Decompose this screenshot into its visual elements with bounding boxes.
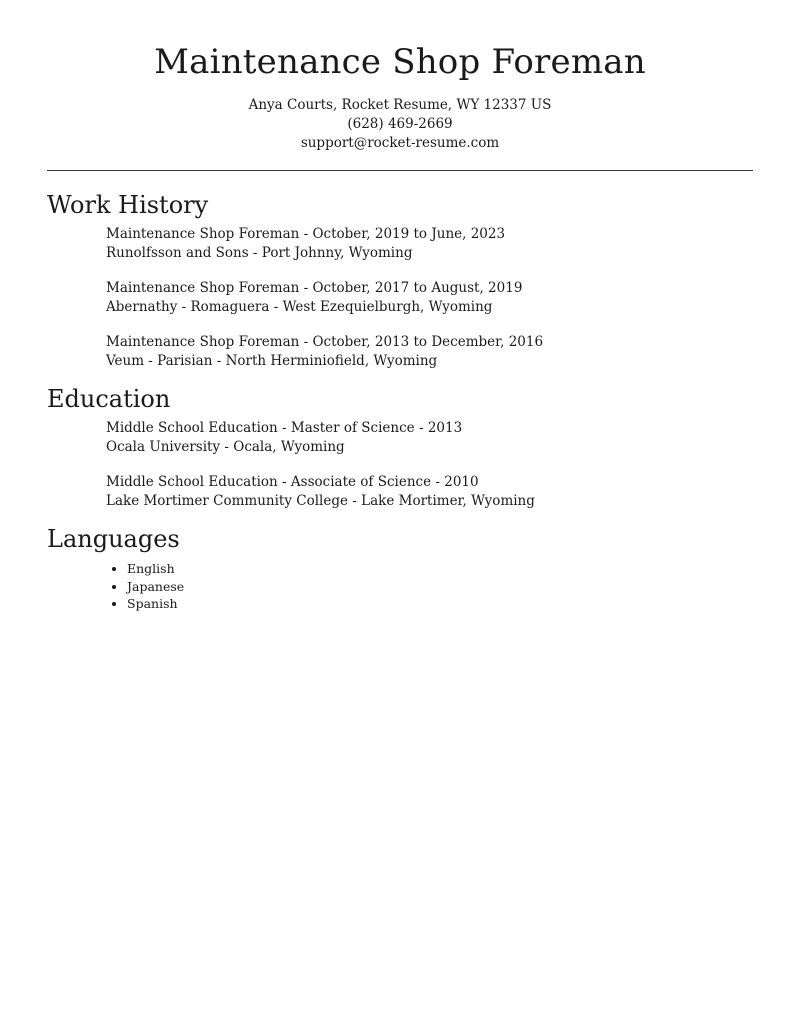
- company-location: West Ezequielburgh, Wyoming: [282, 299, 493, 315]
- company-name: Abernathy - Romaguera: [106, 299, 270, 315]
- work-entry-company-line: Runolfsson and Sons - Port Johnny, Wyoming: [106, 245, 413, 261]
- work-history-section: [47, 190, 753, 371]
- job-dates: October, 2017 to August, 2019: [312, 280, 523, 296]
- job-dates: October, 2019 to June, 2023: [312, 226, 506, 242]
- education-section: [47, 384, 753, 511]
- school-level: Middle School Education: [106, 420, 278, 436]
- contact-info: [47, 96, 753, 153]
- language-item: • English: [127, 560, 753, 578]
- work-entry-company-line: Veum - Parisian - North Herminiofield, Wyoming: [106, 353, 438, 369]
- candidate-name: Maintenance Shop Foreman: [154, 42, 646, 82]
- resume-header: [47, 0, 753, 153]
- institution-location: Ocala, Wyoming: [233, 439, 345, 455]
- education-institution-line: Ocala University - Ocala, Wyoming: [106, 439, 345, 455]
- company-name: Veum - Parisian: [106, 353, 213, 369]
- work-history-list: [47, 225, 753, 371]
- work-entry-role-line: Maintenance Shop Foreman - October, 2013 to December, 2016: [106, 334, 544, 350]
- job-role: Maintenance Shop Foreman: [106, 280, 300, 296]
- job-role: Maintenance Shop Foreman: [106, 334, 300, 350]
- contact-address: Anya Courts, Rocket Resume, WY 12337 US: [248, 97, 552, 113]
- school-level: Middle School Education: [106, 474, 278, 490]
- education-title: Education: [47, 385, 171, 413]
- language-item: • Japanese: [127, 578, 753, 596]
- work-entry: [106, 225, 753, 263]
- education-degree-line: Middle School Education - Master of Science - 2013: [106, 420, 463, 436]
- institution-name: Lake Mortimer Community College: [106, 493, 348, 509]
- header-divider: [47, 170, 753, 171]
- company-location: Port Johnny, Wyoming: [261, 245, 413, 261]
- languages-section: [47, 524, 753, 613]
- institution-location: Lake Mortimer, Wyoming: [361, 493, 535, 509]
- work-entry-company-line: Abernathy - Romaguera - West Ezequielburgh, Wyoming: [106, 299, 493, 315]
- company-name: Runolfsson and Sons: [106, 245, 249, 261]
- languages-title: Languages: [47, 525, 180, 553]
- work-entry-role-line: Maintenance Shop Foreman - October, 2019 to June, 2023: [106, 226, 506, 242]
- company-location: North Herminiofield, Wyoming: [225, 353, 438, 369]
- graduation-year: 2013: [427, 420, 463, 436]
- language-item: • Spanish: [127, 595, 753, 613]
- work-entry: [106, 333, 753, 371]
- education-degree-line: Middle School Education - Associate of Science - 2010: [106, 474, 479, 490]
- education-entry: [106, 419, 753, 457]
- education-institution-line: Lake Mortimer Community College - Lake Mortimer, Wyoming: [106, 493, 535, 509]
- degree: Master of Science: [290, 420, 415, 436]
- work-entry-role-line: Maintenance Shop Foreman - October, 2017 to August, 2019: [106, 280, 523, 296]
- job-role: Maintenance Shop Foreman: [106, 226, 300, 242]
- graduation-year: 2010: [444, 474, 479, 490]
- degree: Associate of Science: [290, 474, 432, 490]
- contact-phone: (628) 469-2669: [347, 116, 453, 132]
- education-entry: [106, 473, 753, 511]
- contact-email: support@rocket-resume.com: [300, 135, 500, 151]
- institution-name: Ocala University: [106, 439, 221, 455]
- job-dates: October, 2013 to December, 2016: [312, 334, 544, 350]
- work-entry: [106, 279, 753, 317]
- education-list: [47, 419, 753, 511]
- work-history-title: Work History: [47, 191, 209, 219]
- languages-list: [47, 560, 753, 613]
